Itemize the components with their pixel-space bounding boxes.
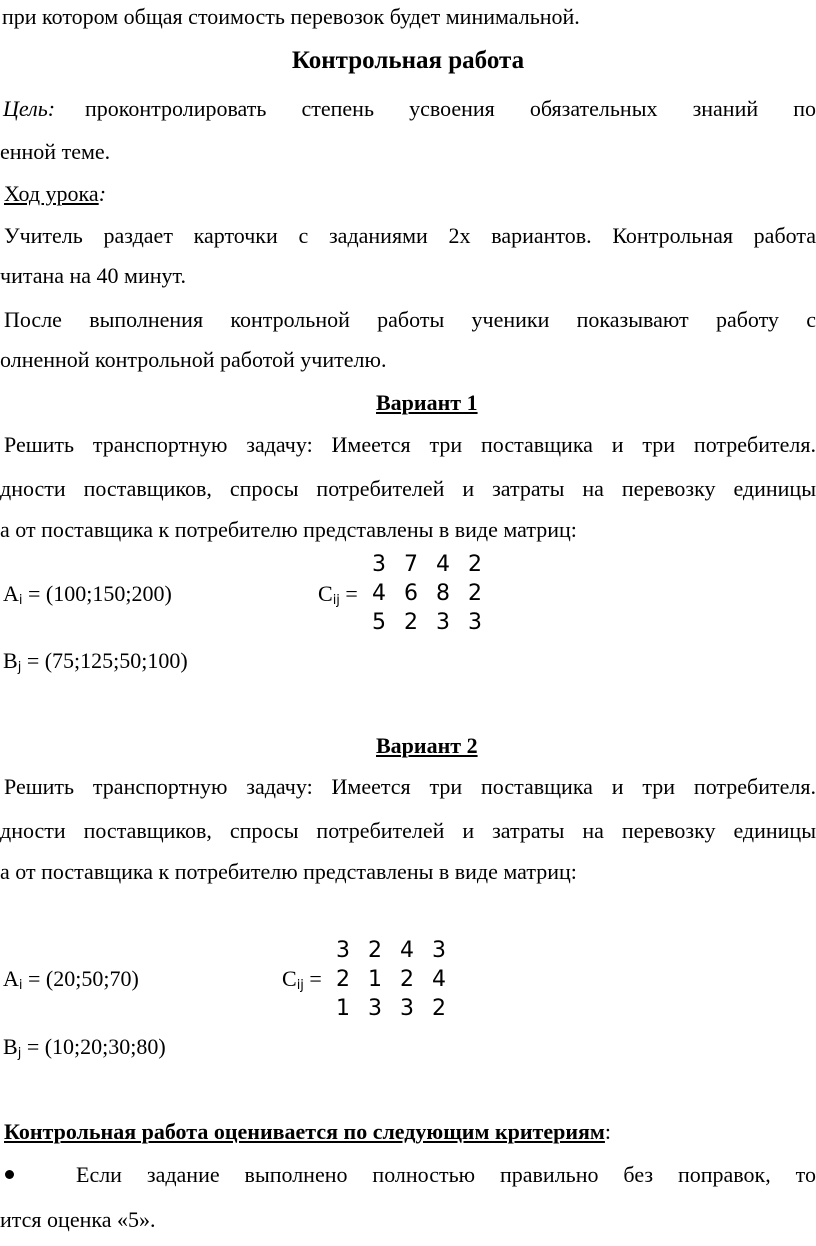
matrix-cell: 3 xyxy=(372,552,386,577)
matrix-cell: 6 xyxy=(404,581,418,606)
lesson-course-label: Ход урока: xyxy=(4,181,107,206)
matrix-cell: 7 xyxy=(404,552,418,577)
variant-2-demand: Bj = (10;20;30;80) xyxy=(3,1034,166,1061)
matrix-cell: 4 xyxy=(432,967,446,992)
variant-1-supply: Ai = (100;150;200) xyxy=(3,581,172,608)
matrix-cell: 2 xyxy=(336,967,350,992)
variant-1-task-line-1: Решить транспортную задачу: Имеется три поставщика и три потребителя. xyxy=(4,434,816,457)
matrix-cell: 2 xyxy=(432,996,446,1021)
matrix-cell: 4 xyxy=(436,552,450,577)
criteria-item-1: Если задание выполнено полностью правильно без поправок, то xyxy=(76,1164,816,1187)
criteria-heading: Контрольная работа оценивается по следующим критериям: xyxy=(4,1119,612,1144)
criteria-item-1-continuation: ится оценка «5». xyxy=(0,1207,156,1232)
matrix-cell: 1 xyxy=(336,996,350,1021)
variant-1-heading: Вариант 1 xyxy=(376,390,478,415)
variant-2-heading: Вариант 2 xyxy=(376,733,478,758)
variant-2-task-line-2: дности поставщиков, спросы потребителей и затраты на перевозку единицы xyxy=(0,820,816,843)
variant-2-task-line-3: а от поставщика к потребителю представлены в виде матриц: xyxy=(0,859,577,884)
matrix-cell: 2 xyxy=(404,610,418,635)
matrix-cell: 3 xyxy=(336,938,350,963)
matrix-cell: 8 xyxy=(436,581,450,606)
lesson-course-text: Ход урока xyxy=(4,181,99,206)
matrix-cell: 2 xyxy=(468,552,482,577)
paragraph-after-continuation: олненной контрольной работой учителю. xyxy=(0,347,387,372)
goal-label: Цель: xyxy=(3,96,56,121)
variant-1-cost-label: Cij = xyxy=(318,581,358,608)
matrix-cell: 4 xyxy=(400,938,414,963)
matrix-cell: 1 xyxy=(368,967,382,992)
goal-text: проконтролировать степень усвоения обязательных знаний по xyxy=(85,98,816,121)
bullet-icon xyxy=(5,1170,14,1179)
variant-2-task-line-1: Решить транспортную задачу: Имеется три поставщика и три потребителя. xyxy=(4,776,816,799)
paragraph-teacher-continuation: читана на 40 минут. xyxy=(0,263,186,288)
paragraph-after: После выполнения контрольной работы ученики показывают работу с xyxy=(4,309,816,332)
variant-1-cost-matrix xyxy=(372,554,482,634)
matrix-cell: 2 xyxy=(468,581,482,606)
matrix-cell: 2 xyxy=(400,967,414,992)
intro-line: при котором общая стоимость перевозок будет минимальной. xyxy=(2,4,580,29)
page-title: Контрольная работа xyxy=(291,47,525,74)
variant-1-demand: Bj = (75;125;50;100) xyxy=(3,648,188,675)
matrix-cell: 5 xyxy=(372,610,386,635)
variant-2-cost-matrix xyxy=(336,940,446,1020)
matrix-cell: 3 xyxy=(432,938,446,963)
paragraph-teacher: Учитель раздает карточки с заданиями 2х вариантов. Контрольная работа xyxy=(4,225,816,248)
variant-1-task-line-3: а от поставщика к потребителю представлены в виде матриц: xyxy=(0,517,577,542)
matrix-cell: 2 xyxy=(368,938,382,963)
matrix-cell: 3 xyxy=(436,610,450,635)
variant-2-cost-label: Cij = xyxy=(282,966,322,993)
matrix-cell: 3 xyxy=(468,610,482,635)
goal-continuation: енной теме. xyxy=(0,139,111,164)
matrix-cell: 3 xyxy=(368,996,382,1021)
variant-2-supply: Ai = (20;50;70) xyxy=(3,966,139,993)
matrix-cell: 3 xyxy=(400,996,414,1021)
matrix-cell: 4 xyxy=(372,581,386,606)
variant-1-task-line-2: дности поставщиков, спросы потребителей и затраты на перевозку единицы xyxy=(0,478,816,501)
